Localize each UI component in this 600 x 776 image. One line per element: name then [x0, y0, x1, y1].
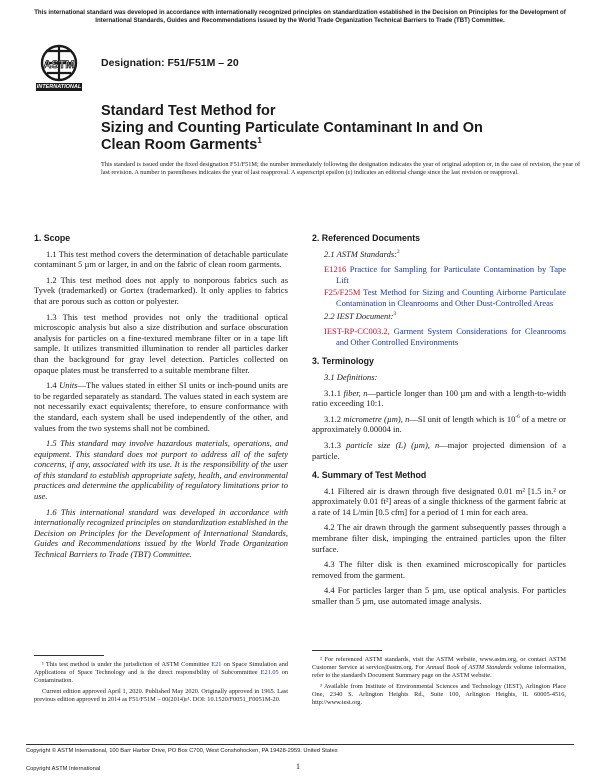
- ref-e1216-title[interactable]: Practice for Sampling for Particulate Contamination by Tape Lift: [336, 264, 567, 285]
- section-terminology-heading: 3. Terminology: [312, 356, 374, 367]
- designation: [101, 57, 239, 69]
- title-footnote-mark: 1: [257, 136, 262, 146]
- terminology-definitions: 3.1 Definitions:: [324, 371, 378, 382]
- astm-label-text: 2.1 ASTM Standards:: [324, 248, 397, 259]
- iest-label-sup: 3: [393, 310, 397, 317]
- terminology-fiber: [312, 388, 566, 409]
- iest-document-label: [312, 311, 566, 322]
- footnote-3: ³ Available from Institute of Environmental Sciences and Technology (IEST), Arlington Place One, 2340 S. Arlington Heights Rd., Suite 100, Arlington Heights, IL 60005-4516, http://www.iest.org.: [312, 683, 566, 707]
- footnote-2: [312, 656, 566, 680]
- scope-paragraph-5: 1.5 This standard may involve hazardous materials, operations, and equipment. This standard does not purport to address all of the safety concerns, if any, associated with its use. It is the responsibility of the user of this standard to establish appropriate safety, health, and environmental practices and determine the applicability of regulatory limitations prior to use.: [34, 438, 288, 502]
- astm-standards-label: [312, 249, 566, 260]
- footer-rule: [26, 744, 574, 745]
- term-size-label: 3.1.3: [324, 439, 341, 450]
- astm-logo: [28, 43, 90, 93]
- title-line-1: Standard Test Method for: [101, 103, 276, 119]
- term-micrometre-exp: -6: [515, 413, 520, 420]
- footnotes-left: [34, 661, 288, 707]
- section-referenced-heading: 2. Referenced Documents: [312, 233, 421, 243]
- term-size-def: —major projected dimension of a particle.: [312, 439, 566, 461]
- fn2-italic: Annual Book of ASTM Standards: [426, 664, 512, 672]
- standard-title: [101, 103, 521, 154]
- summary-paragraph-2: 4.2 The air drawn through the garment subsequently passes through a membrane filter disk, impinging the entrained particles upon the filter surface.: [312, 522, 566, 554]
- terminology-particle-size: [312, 440, 566, 461]
- title-line-2: Sizing and Counting Particulate Contaminant In and On: [101, 120, 483, 136]
- left-column: [34, 233, 288, 565]
- logo-subtext: INTERNATIONAL: [36, 84, 82, 90]
- footnote-rule-right: [312, 650, 382, 651]
- scope-paragraph-6: 1.6 This international standard was developed in accordance with internationally recognized principles on standardization established in the Decision on Principles for the Development of International Standards, Guides and Recommendations issued by the World Trade Organization Technical Barriers to Trade (TBT) Committee.: [34, 506, 288, 560]
- scope-paragraph-1: 1.1 This test method covers the determination of detachable particulate contaminant 5 µm or larger, in and on the fabric of clean room garments.: [34, 248, 288, 270]
- designation-label: Designation:: [101, 57, 165, 69]
- fn2-text-b: volume information, refer to the standard's Document Summary page on the ASTM website.: [312, 664, 566, 680]
- right-column: [312, 233, 566, 612]
- issue-note: This standard is issued under the fixed designation F51/F51M; the number immediately following the designation indicates the year of original adoption or, in the case of revision, the year of last revision. A number in parentheses indicates the year of last reapproval. A superscript epsilon (ε) indicates an editorial change since the last revision or reapproval.: [101, 161, 581, 177]
- section-scope-heading: 1. Scope: [34, 233, 71, 243]
- fn1-text-c: on Contamination.: [34, 669, 288, 685]
- scope-paragraph-4: [34, 380, 288, 433]
- footnote-1-edition: Current edition approved April 1, 2020. Published May 2020. Originally approved in 1965. Last previous edition approved in 2014 as F51/F51M – 00(2014)ε¹. DOI: 10.1520/F0051_F0051M-20.: [34, 688, 288, 704]
- scope-p4-italic: Units: [59, 380, 78, 391]
- terminology-micrometre: [312, 414, 566, 435]
- ref-f25-code[interactable]: F25/F25M: [324, 287, 361, 298]
- designation-code: F51/F51M – 20: [167, 57, 239, 69]
- footnotes-right: [312, 656, 566, 711]
- term-micrometre-label: 3.1.2: [324, 413, 341, 424]
- reference-e1216[interactable]: [324, 264, 566, 285]
- ref-iest-title[interactable]: Garment System Considerations for Cleanrooms and Other Controlled Environments: [336, 326, 566, 347]
- fn1-text-a: ¹ This test method is under the jurisdiction of ASTM Committee: [42, 661, 212, 668]
- section-summary-heading: 4. Summary of Test Method: [312, 470, 427, 481]
- ref-e1216-code[interactable]: E1216: [324, 264, 347, 275]
- svg-text:ASTM: ASTM: [43, 59, 75, 71]
- ref-f25-title[interactable]: Test Method for Sizing and Counting Airborne Particulate Contamination in Cleanrooms and Other Dust-Controlled Areas: [336, 287, 566, 308]
- ref-iest-code[interactable]: IEST-RP-CC003.2,: [324, 326, 390, 337]
- term-fiber-def: —particle longer than 100 µm and with a length-to-width ratio exceeding 10:1.: [312, 387, 567, 409]
- header-notice: This international standard was developed in accordance with internationally recognized principles on standardization established in the Decision on Principles for the Development of International Standards, Guides and Recommendations issued by the World Trade Organization Technical Barriers to Trade (TBT) Committee.: [34, 9, 566, 24]
- footer-copyright-2: Copyright ASTM International: [26, 766, 101, 772]
- term-micrometre-term: micrometre (µm), n: [343, 413, 410, 424]
- summary-paragraph-1: 4.1 Filtered air is drawn through five designated 0.01 m² [1.5 in.² or approximately 0.01 ft²] areas of a single thickness of the garment fabric at a rate of 14 L/min [0.5 cfm] for a period of 1 min for each area.: [312, 485, 566, 517]
- scope-paragraph-2: 1.2 This test method does not apply to nonporous fabrics such as Tyvek (trademarked) or Gortex (trademarked). It only applies to fabrics that are porous such as cotton or polyester.: [34, 274, 288, 306]
- term-micrometre-def-a: —SI unit of length which is 10: [409, 413, 516, 424]
- scope-paragraph-3: 1.3 This test method provides not only the traditional optical microscopic analysis but also a size distribution and surface obscuration analysis for particles on a fine-textured membrane filter or in a tape lift sample. It utilizes transmitted illumination to render all particles darker than the background for gray level detection. Particles collected on opaque plates must be transferred to a suitable membrane filter.: [34, 311, 288, 375]
- term-size-term: particle size (L) (µm), n: [346, 439, 440, 450]
- footer-copyright: Copyright © ASTM International, 100 Barr Harbor Drive, PO Box C700, West Conshohocken, PA 19428-2959. United States: [26, 748, 338, 754]
- title-line-3: [101, 137, 521, 154]
- footnote-1: [34, 661, 288, 685]
- astm-label-sup: 2: [396, 248, 400, 255]
- fn2-text-a: ² For referenced ASTM standards, visit the ASTM website, www.astm.org, or contact ASTM Customer Service at service@astm.org. For: [312, 656, 566, 672]
- fn1-text-b: on Space Simulation and Applications of Space Technology and is the direct responsibility of Subcommittee: [34, 661, 289, 677]
- fn1-link-e21[interactable]: E21: [211, 661, 222, 668]
- summary-paragraph-4: 4.4 For particles larger than 5 µm, use optical analysis. For particles smaller than 5 µm, use automated image analysis.: [312, 585, 566, 607]
- reference-f25[interactable]: [324, 287, 566, 308]
- title-line-3-text: Clean Room Garments: [101, 137, 258, 153]
- fn1-link-e2105[interactable]: E21.05: [260, 669, 279, 677]
- term-fiber-term: fiber, n: [343, 387, 368, 398]
- scope-p4-rest: —The values stated in either SI units or inch-pound units are to be regarded separately as standard. The values stated in each system are not necessarily exact equivalents; therefore, to ensure conformance with the standard, each system shall be used independently of the other, and values from the two systems shall not be combined.: [34, 380, 288, 433]
- page-number: 1: [296, 762, 300, 771]
- iest-label-text: 2.2 IEST Document:: [324, 310, 394, 321]
- summary-paragraph-3: 4.3 The filter disk is then examined microscopically for particles removed from the garment.: [312, 559, 566, 580]
- term-micrometre-def-b: of a metre or approximately 0.00004 in.: [312, 413, 566, 435]
- term-fiber-label: 3.1.1: [324, 387, 341, 398]
- reference-iest[interactable]: [324, 326, 566, 347]
- scope-p4-label: 1.4: [46, 380, 57, 391]
- footnote-rule-left: [34, 655, 104, 656]
